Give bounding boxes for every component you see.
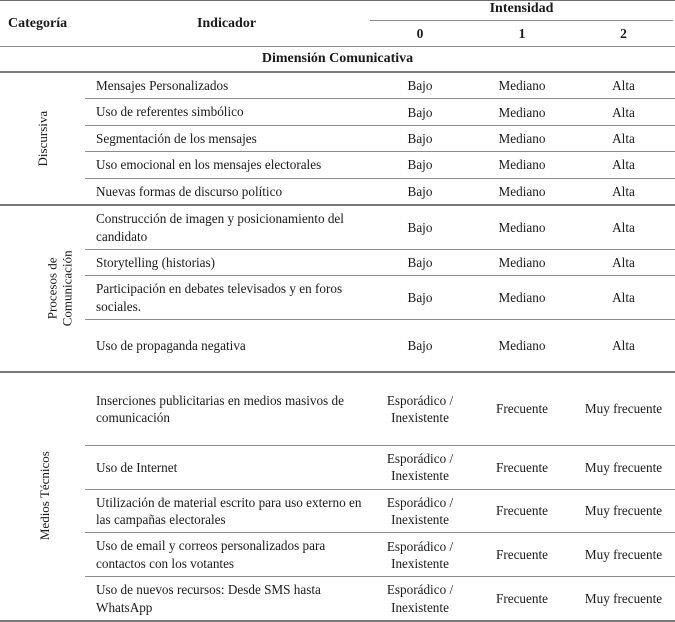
value-level-2: Alta: [572, 178, 675, 205]
value-level-2: Alta: [572, 276, 675, 320]
value-level-1: Mediano: [472, 72, 572, 99]
table-row: [0, 489, 675, 533]
dimension-banner-label: Dimensión Comunicativa: [261, 51, 414, 66]
table-row: [0, 249, 675, 275]
value-level-0: Bajo: [368, 152, 472, 178]
value-level-0: Esporádico / Inexistente: [386, 392, 454, 425]
table-row: [0, 577, 675, 621]
category-label-discursiva: [0, 72, 85, 205]
value-level-0: Bajo: [368, 320, 472, 372]
table-row: [0, 152, 675, 178]
indicator-label: Storytelling (historias): [85, 249, 368, 275]
column-header-categoria: Categoría: [8, 15, 68, 31]
indicator-label: Uso de propaganda negativa: [85, 320, 368, 372]
indicator-label: Nuevas formas de discurso político: [85, 178, 368, 205]
indicator-label: Participación en debates televisados y en foros sociales.: [85, 276, 368, 320]
value-level-0: Esporádico / Inexistente: [368, 489, 472, 533]
indicator-label: Uso emocional en los mensajes electorales: [85, 152, 368, 178]
value-level-1: Mediano: [472, 152, 572, 178]
table-row: [0, 99, 675, 125]
level-header-0: 0: [416, 26, 424, 41]
value-level-0: Bajo: [368, 72, 472, 99]
value-level-0: Bajo: [368, 99, 472, 125]
value-level-2: Alta: [572, 99, 675, 125]
indicator-label: Segmentación de los mensajes: [85, 125, 368, 151]
value-level-0: Bajo: [368, 249, 472, 275]
table-row: [0, 533, 675, 577]
table-row: [0, 446, 675, 489]
value-level-1: Frecuente: [496, 401, 548, 417]
value-level-2: Alta: [572, 72, 675, 99]
column-header-intensidad: Intensidad: [370, 1, 673, 21]
category-label-procesos-de-comunicacion: [0, 205, 85, 372]
table-row: [0, 372, 675, 446]
value-level-1: Frecuente: [472, 533, 572, 577]
dimension-banner-row: [0, 47, 675, 73]
table-row: [0, 320, 675, 372]
category-label-text: Discursiva: [34, 110, 50, 167]
value-level-0: Esporádico / Inexistente: [368, 577, 472, 621]
table-row: [0, 205, 675, 249]
level-header-1: 1: [518, 26, 526, 41]
value-level-0: Bajo: [368, 125, 472, 151]
category-label-text: Procesos de Comunicación: [44, 250, 75, 326]
value-level-2: Alta: [612, 219, 635, 235]
value-level-1: Mediano: [472, 249, 572, 275]
column-header-intensidad-group: [368, 1, 675, 24]
value-level-2: Alta: [572, 320, 675, 372]
value-level-1: Mediano: [472, 125, 572, 151]
table-row: [0, 276, 675, 320]
value-level-1: Mediano: [472, 320, 572, 372]
value-level-1: Frecuente: [472, 577, 572, 621]
table-row: [0, 125, 675, 151]
indicator-label: Uso de nuevos recursos: Desde SMS hasta WhatsApp: [85, 577, 368, 621]
value-level-2: Muy frecuente: [584, 401, 663, 417]
value-level-1: Frecuente: [472, 489, 572, 533]
indicator-label: Uso de email y correos personalizados para contactos con los votantes: [85, 533, 368, 577]
indicator-label: Utilización de material escrito para uso externo en las campañas electorales: [85, 489, 368, 533]
category-label-text: Medios Técnicos: [36, 451, 52, 541]
value-level-2: Alta: [572, 249, 675, 275]
value-level-2: Alta: [572, 152, 675, 178]
indicator-label: Mensajes Personalizados: [85, 72, 368, 99]
value-level-2: Muy frecuente: [572, 577, 675, 621]
header-row-main: [0, 1, 675, 24]
value-level-0: Esporádico / Inexistente: [368, 533, 472, 577]
indicator-label: Uso de referentes simbólico: [85, 99, 368, 125]
level-header-2: 2: [620, 26, 627, 41]
column-header-indicador: Indicador: [196, 15, 257, 31]
indicator-label: Inserciones publicitarias en medios masivos de comunicación: [96, 392, 344, 425]
section-procesos-de-comunicacion: [0, 205, 675, 372]
section-discursiva: [0, 72, 675, 205]
value-level-1: Mediano: [498, 219, 546, 235]
value-level-0: Bajo: [368, 276, 472, 320]
value-level-2: Muy frecuente: [572, 533, 675, 577]
section-medios-tecnicos: [0, 372, 675, 621]
value-level-1: Mediano: [472, 276, 572, 320]
value-level-2: Muy frecuente: [572, 446, 675, 489]
value-level-1: Mediano: [472, 99, 572, 125]
value-level-0: Bajo: [407, 219, 433, 235]
value-level-0: Bajo: [368, 178, 472, 205]
value-level-2: Muy frecuente: [572, 489, 675, 533]
value-level-1: Frecuente: [472, 446, 572, 489]
value-level-0: Esporádico / Inexistente: [368, 446, 472, 489]
table-header-group: [0, 1, 675, 73]
category-label-medios-tecnicos: [0, 372, 85, 621]
table-row: [0, 178, 675, 205]
indicator-label: Uso de Internet: [85, 446, 368, 489]
value-level-2: Alta: [572, 125, 675, 151]
value-level-1: Mediano: [472, 178, 572, 205]
indicator-label: Construcción de imagen y posicionamiento del candidato: [96, 211, 344, 244]
table-row: [0, 72, 675, 99]
